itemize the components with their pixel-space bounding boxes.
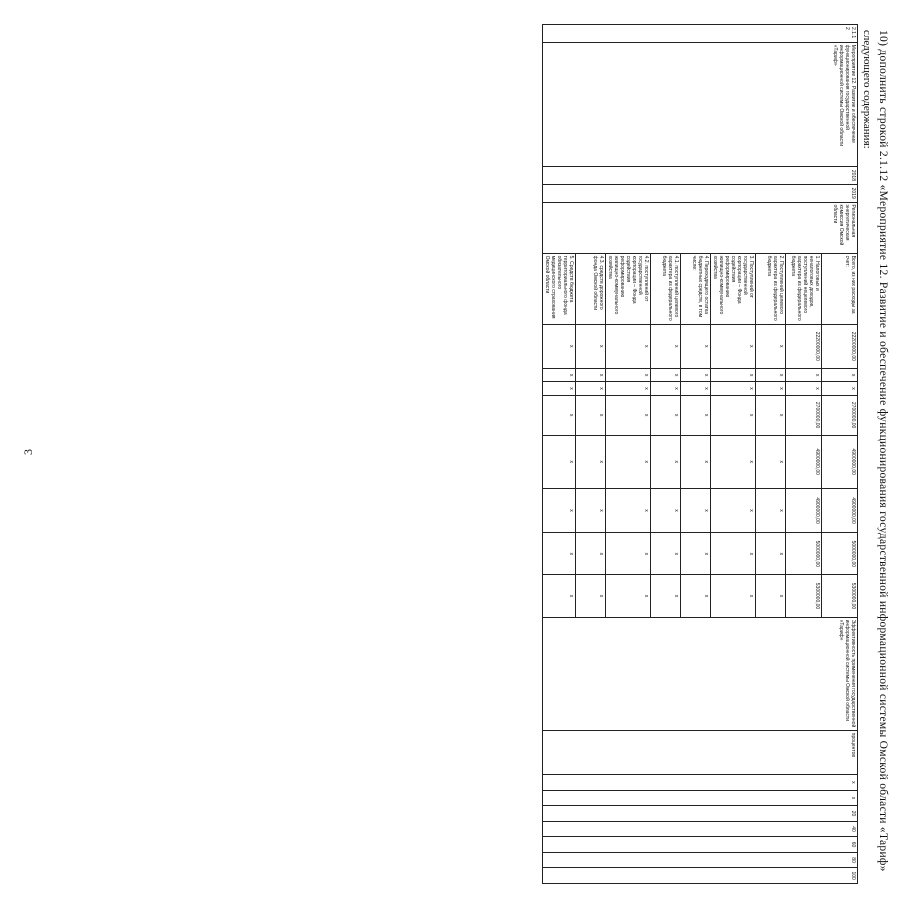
amount-cell: x <box>711 435 756 488</box>
indicator-value-cell: x <box>543 775 858 791</box>
indicator-value-cell: 40 <box>543 821 858 837</box>
amount-cell: x <box>711 382 756 395</box>
amount-cell: 5300000,00 <box>786 575 822 617</box>
amount-cell: x <box>606 369 651 382</box>
amount-cell: x <box>756 533 786 575</box>
amount-cell: x <box>711 369 756 382</box>
amount-cell: x <box>681 324 711 368</box>
amount-cell: x <box>681 382 711 395</box>
amount-cell: 5000000,00 <box>786 533 822 575</box>
indicator-value-cell: x <box>543 790 858 806</box>
intro-text: 10) дополнить строкой 2.1.12 «Мероприятие 12. Развитие и обеспечение функционирования государственной информационной системы Омской области «Тариф» <box>877 30 889 872</box>
year-end-cell: 2019 <box>543 184 858 202</box>
amount-cell: x <box>681 369 711 382</box>
source-label-cell: 5. Средств бюджета территориального фонда обязательного медицинского страхования Омской области <box>543 253 576 324</box>
amount-cell: x <box>756 324 786 368</box>
amount-cell: x <box>576 575 606 617</box>
amount-cell: x <box>576 324 606 368</box>
amount-cell: x <box>576 395 606 435</box>
rotated-content <box>478 12 898 892</box>
indicator-value-cell: 60 <box>543 837 858 853</box>
amount-cell: x <box>606 435 651 488</box>
amount-cell: 4900000,00 <box>786 488 822 532</box>
year-start-cell: 2018 <box>543 167 858 185</box>
indicator-name-cell: Эффективность применения государственной информационной системы Омской области «Тариф» <box>543 617 858 730</box>
amount-cell: x <box>681 395 711 435</box>
table-row <box>822 25 858 884</box>
amount-cell: x <box>543 395 576 435</box>
amount-cell: x <box>756 382 786 395</box>
amount-cell: x <box>681 575 711 617</box>
amount-cell: x <box>576 533 606 575</box>
indicator-value-cell: 20 <box>543 806 858 822</box>
indicator-unit-cell: процентов <box>543 730 858 774</box>
amount-cell: x <box>606 382 651 395</box>
amount-cell: x <box>651 533 681 575</box>
intro-text-continued: следующего содержания: <box>861 30 873 149</box>
amount-cell: 5300000,00 <box>822 575 858 617</box>
amount-cell: x <box>576 369 606 382</box>
amount-cell: x <box>606 488 651 532</box>
amount-cell: x <box>606 575 651 617</box>
amount-cell: x <box>711 533 756 575</box>
amount-cell: x <box>681 533 711 575</box>
indicator-value-cell: 80 <box>543 852 858 868</box>
amount-cell: x <box>651 575 681 617</box>
source-label-cell: 4.1. поступлений целевого характера из федерального бюджета <box>651 253 681 324</box>
amount-cell: x <box>711 395 756 435</box>
amount-cell: x <box>543 324 576 368</box>
amount-cell: x <box>543 369 576 382</box>
amount-cell: x <box>543 575 576 617</box>
amount-cell: x <box>543 435 576 488</box>
measure-table <box>542 24 858 884</box>
amount-cell: x <box>606 395 651 435</box>
amount-cell: x <box>711 324 756 368</box>
amount-cell: 4900000,00 <box>822 488 858 532</box>
amount-cell: 2700000,00 <box>786 395 822 435</box>
measure-name-cell: Мероприятие 12. Развитие и обеспечение функционирования государственной информационной системы Омской области «Тариф» <box>543 42 858 166</box>
source-label-cell: Всего, из них расходы за счет: <box>822 253 858 324</box>
amount-cell: x <box>756 488 786 532</box>
source-label-cell: 4.3. средств дорожного фонда Омской области <box>576 253 606 324</box>
amount-cell: x <box>543 488 576 532</box>
amount-cell: 22200000,00 <box>786 324 822 368</box>
amount-cell: 22200000,00 <box>822 324 858 368</box>
source-label-cell: 4. Переходящего остатка бюджетных средств, в том числе: <box>681 253 711 324</box>
amount-cell: x <box>651 324 681 368</box>
amount-cell: x <box>711 575 756 617</box>
amount-cell: 4900000,00 <box>822 435 858 488</box>
amount-cell: x <box>543 533 576 575</box>
row-number-cell: 2.1.12 <box>543 25 858 43</box>
source-label-cell: 2. Поступлений целевого характера из федерального бюджета <box>756 253 786 324</box>
source-label-cell: 4.2. поступлений от государственной корпорации – Фонда содействия реформированию жилищно-коммунального хозяйства <box>606 253 651 324</box>
amount-cell: x <box>756 435 786 488</box>
amount-cell: x <box>822 369 858 382</box>
page-number: 3 <box>21 449 35 455</box>
amount-cell: x <box>651 435 681 488</box>
amount-cell: x <box>681 435 711 488</box>
amount-cell: x <box>606 324 651 368</box>
indicator-value-cell: 100 <box>543 868 858 884</box>
amount-cell: x <box>756 395 786 435</box>
amount-cell: x <box>756 369 786 382</box>
source-label-cell: 1. Налоговых и неналоговых доходов, поступлений нецелевого характера из федерального бюджета <box>786 253 822 324</box>
amount-cell: x <box>651 488 681 532</box>
amount-cell: x <box>681 488 711 532</box>
amount-cell: 5000000,00 <box>822 533 858 575</box>
amount-cell: x <box>651 369 681 382</box>
executor-cell: Региональная энергетическая комиссия Омской области <box>543 202 858 253</box>
source-label-cell: 3. Поступлений от государственной корпорации – Фонда содействия реформированию жилищно-коммунального хозяйства <box>711 253 756 324</box>
amount-cell: x <box>576 382 606 395</box>
amount-cell: x <box>786 369 822 382</box>
amount-cell: x <box>822 382 858 395</box>
amount-cell: 4900000,00 <box>786 435 822 488</box>
amount-cell: x <box>756 575 786 617</box>
amount-cell: x <box>711 488 756 532</box>
amount-cell: x <box>606 533 651 575</box>
amount-cell: x <box>576 488 606 532</box>
amount-cell: x <box>651 395 681 435</box>
amount-cell: x <box>786 382 822 395</box>
amount-cell: x <box>576 435 606 488</box>
amount-cell: 2700000,00 <box>822 395 858 435</box>
amount-cell: x <box>543 382 576 395</box>
amount-cell: x <box>651 382 681 395</box>
